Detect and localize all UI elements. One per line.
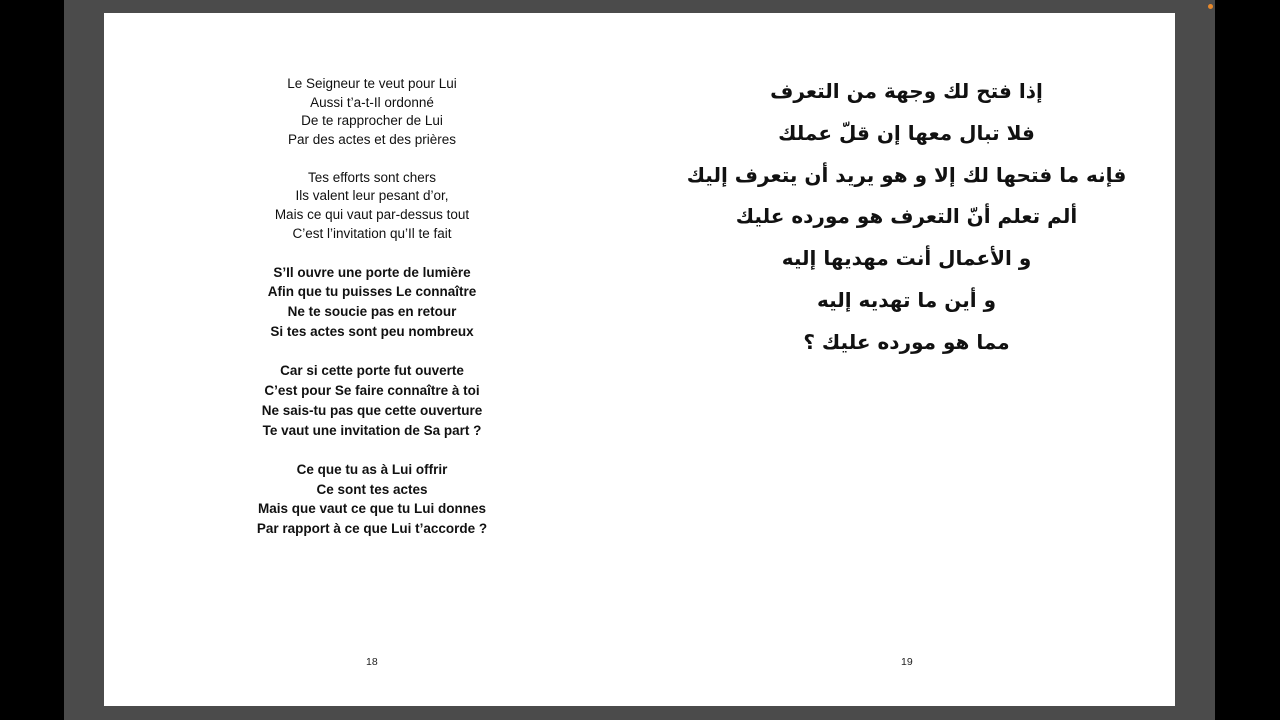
poem-line: Ne te soucie pas en retour [287, 304, 457, 320]
arabic-line: فلا تبال معها إن قلّ عملك [778, 120, 1035, 145]
page-number-right: 19 [901, 656, 913, 668]
page-number-left: 18 [366, 656, 378, 668]
poem-line: Ce que tu as à Lui offrir [296, 461, 448, 477]
poem-line: C’est pour Se faire connaître à toi [264, 382, 480, 398]
poem-line: Ne sais-tu pas que cette ouverture [261, 402, 483, 418]
french-poem [222, 75, 522, 558]
poem-line: Ils valent leur pesant d’or, [295, 188, 449, 204]
arabic-line: ألم تعلم أنّ التعرف هو مورده عليك [735, 204, 1078, 229]
poem-line: Aussi t’a-t-Il ordonné [310, 94, 434, 110]
poem-line: Mais que vaut ce que tu Lui donnes [257, 501, 487, 517]
arabic-line: و الأعمال أنت مهديها إليه [781, 246, 1032, 271]
stanza [222, 75, 522, 150]
arabic-line: و أين ما تهديه إليه [816, 287, 997, 312]
arabic-line: مما هو مورده عليك ؟ [803, 329, 1010, 354]
stanza [222, 263, 522, 343]
poem-line: Afin que tu puisses Le connaître [267, 284, 477, 300]
poem-line: Car si cette porte fut ouverte [280, 363, 464, 379]
stanza [222, 169, 522, 244]
poem-line: Le Seigneur te veut pour Lui [287, 76, 457, 91]
page-spread [104, 13, 1175, 706]
poem-line: C’est l’invitation qu’Il te fait [292, 225, 452, 241]
arabic-poem [664, 71, 1149, 364]
poem-line: Mais ce qui vaut par-dessus tout [274, 207, 470, 223]
recording-indicator-icon [1208, 4, 1213, 9]
poem-line: Par des actes et des prières [287, 132, 457, 148]
poem-line: Ce sont tes actes [316, 481, 428, 497]
stanza [222, 361, 522, 441]
stanza [222, 460, 522, 540]
poem-line: Si tes actes sont peu nombreux [270, 324, 474, 340]
poem-line: De te rapprocher de Lui [301, 113, 443, 129]
poem-line: Par rapport à ce que Lui t’accorde ? [256, 521, 488, 537]
arabic-line: فإنه ما فتحها لك إلا و هو يريد أن يتعرف إليك [686, 162, 1127, 187]
poem-line: Te vaut une invitation de Sa part ? [262, 422, 482, 438]
poem-line: Tes efforts sont chers [307, 169, 437, 185]
arabic-line: إذا فتح لك وجهة من التعرف [770, 79, 1043, 103]
poem-line: S’Il ouvre une porte de lumière [273, 264, 471, 280]
